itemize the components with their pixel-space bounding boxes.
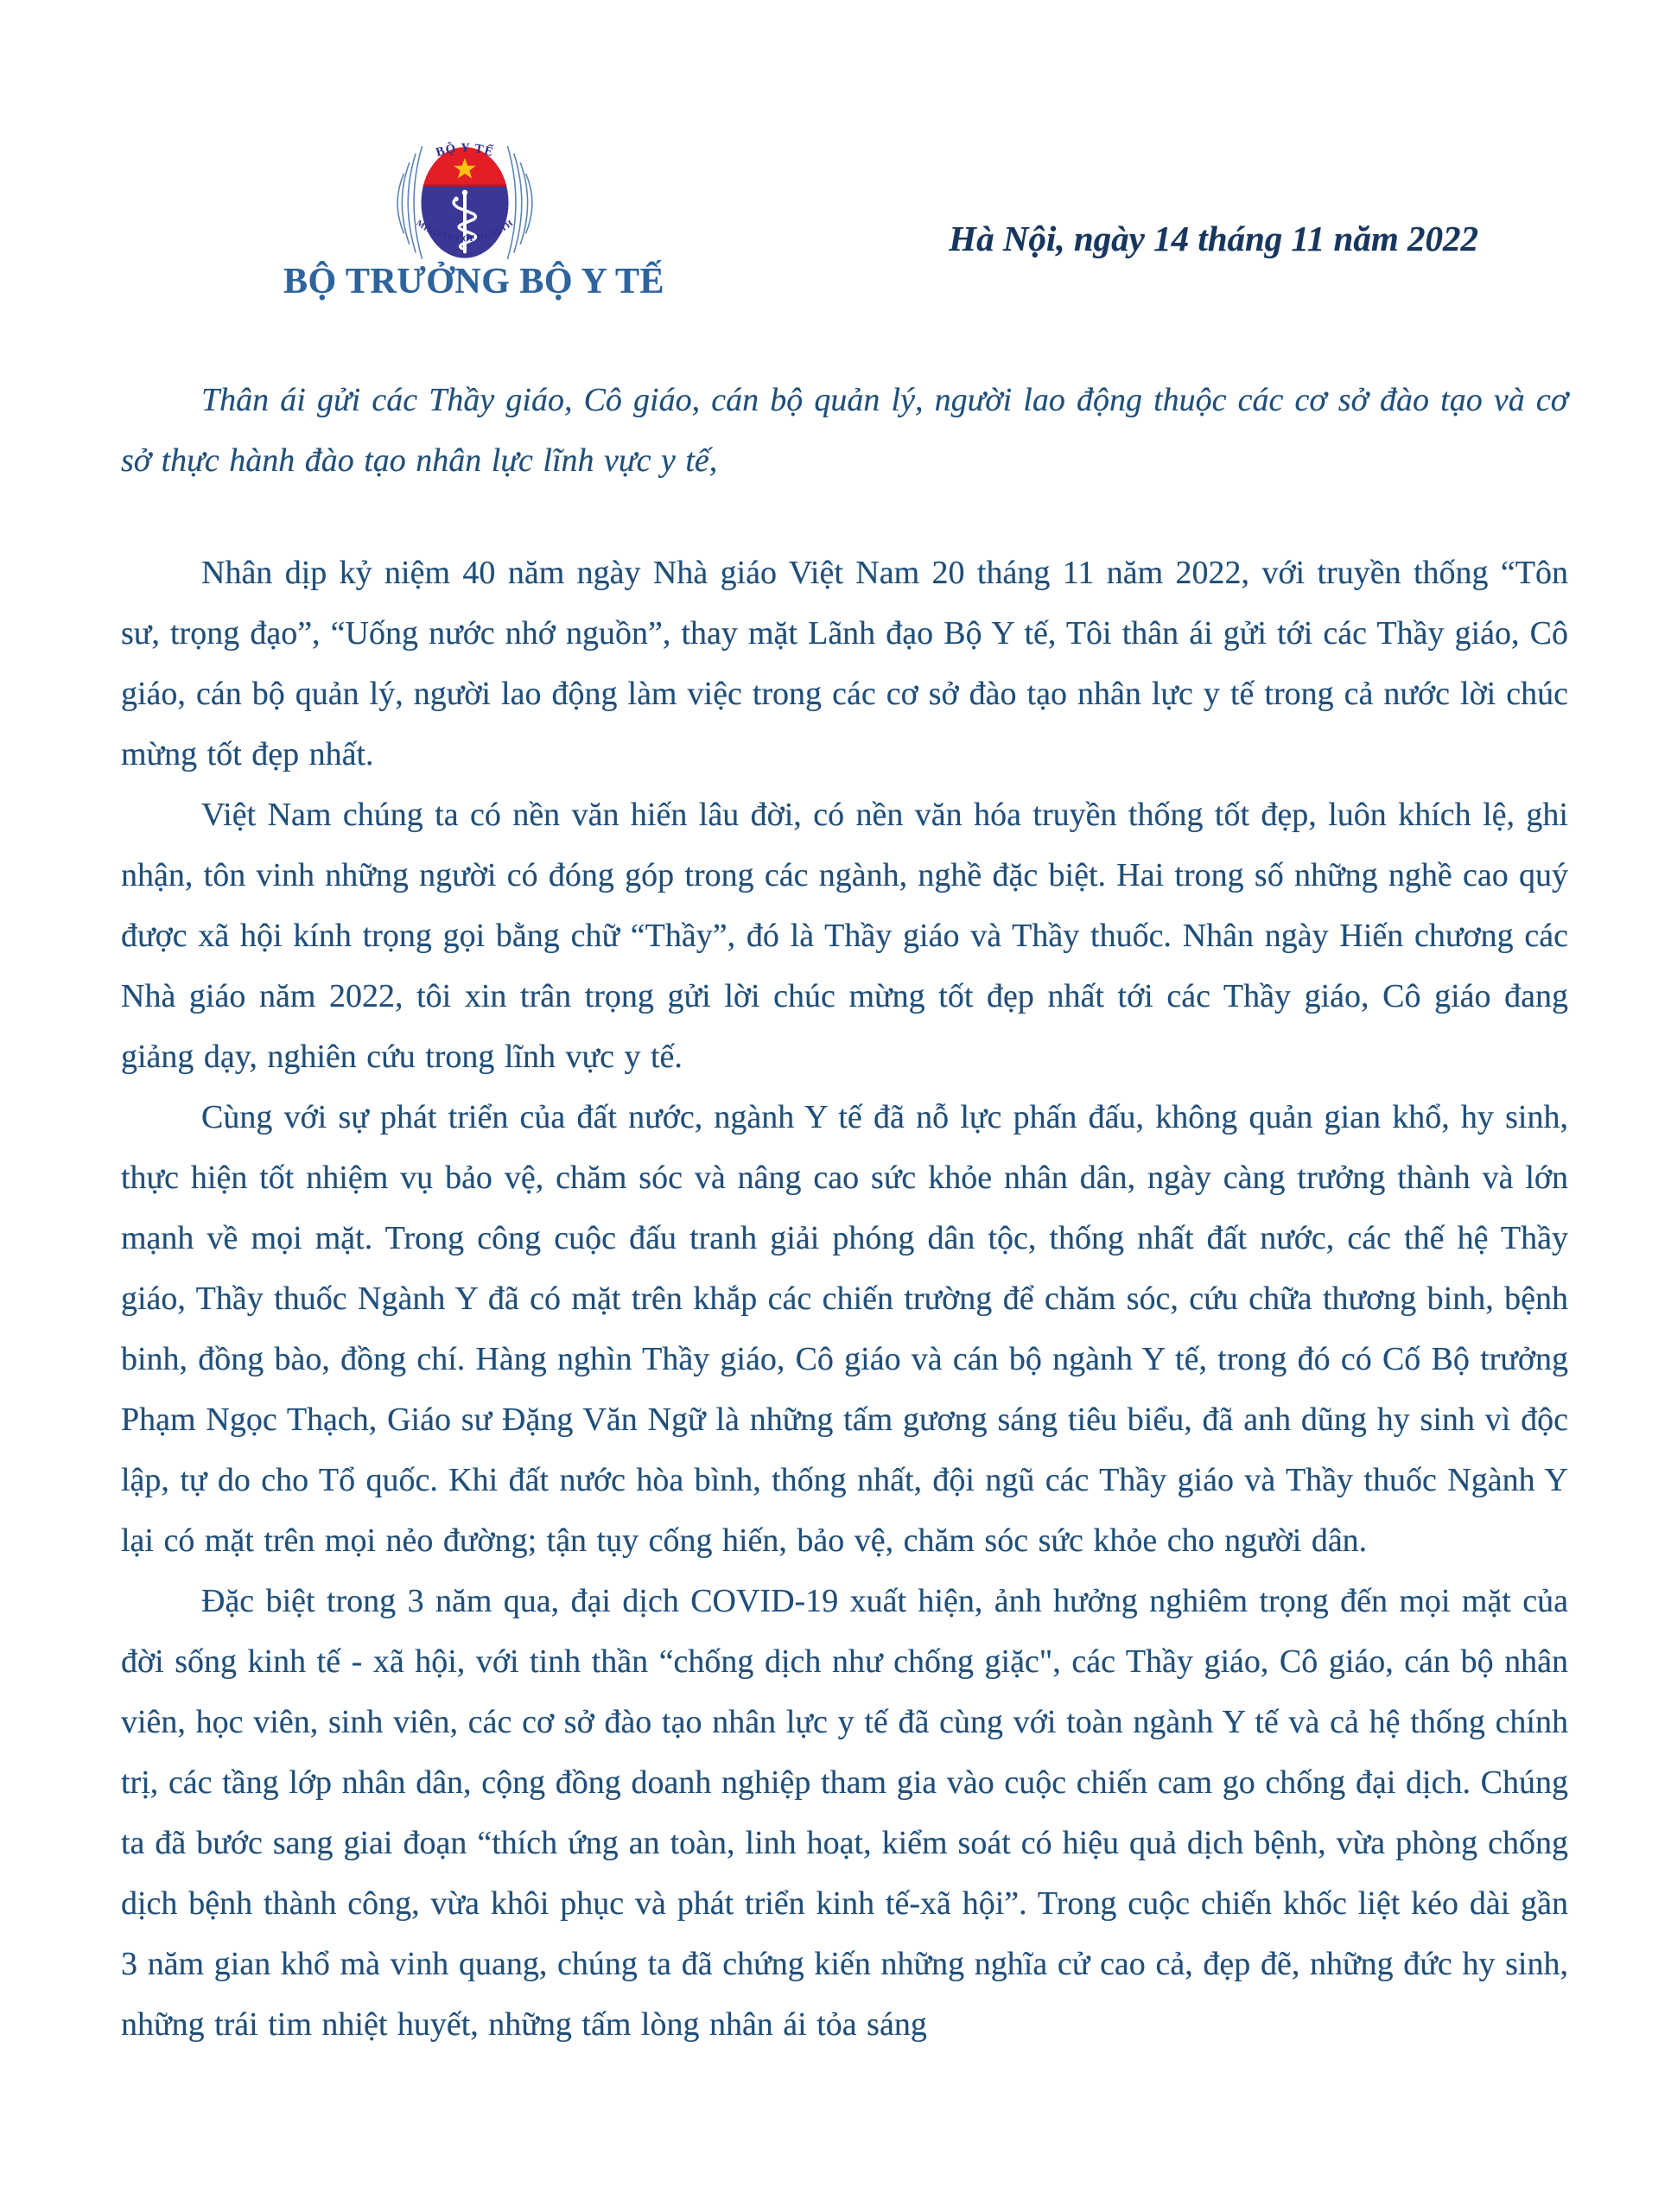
place-date-line: Hà Nội, ngày 14 tháng 11 năm 2022 xyxy=(949,219,1478,258)
salutation: Thân ái gửi các Thầy giáo, Cô giáo, cán bộ quản lý, người lao động thuộc các cơ sở đào tạo và cơ sở thực hành đào tạo nhân lực lĩnh vực y tế, xyxy=(121,382,1568,479)
brand-block xyxy=(283,126,665,302)
letter-paragraph: Nhân dịp kỷ niệm 40 năm ngày Nhà giáo Việt Nam 20 tháng 11 năm 2022, với truyền thống “Tôn sư, trọng đạo”, “Uống nước nhớ nguồn”, thay mặt Lãnh đạo Bộ Y tế, Tôi thân ái gửi tới các Thầy giáo, Cô giáo, cán bộ quản lý, người lao động làm việc trong các cơ sở đào tạo nhân lực y tế trong cả nước lời chúc mừng tốt đẹp nhất. xyxy=(121,555,1568,772)
letter-body xyxy=(121,370,1568,2055)
logo-top-text: BỘ Y TẾ xyxy=(434,141,496,160)
letter-paragraph: Đặc biệt trong 3 năm qua, đại dịch COVID-19 xuất hiện, ảnh hưởng nghiêm trọng đến mọi mặt của đời sống kinh tế - xã hội, với tinh thần “chống dịch như chống giặc", các Thầy giáo, Cô giáo, cán bộ nhân viên, học viên, sinh viên, các cơ sở đào tạo nhân lực y tế đã cùng với toàn ngành Y tế và cả hệ thống chính trị, các tầng lớp nhân dân, cộng đồng doanh nghiệp tham gia vào cuộc chiến cam go chống đại dịch. Chúng ta đã bước sang giai đoạn “thích ứng an toàn, linh hoạt, kiểm soát có hiệu quả dịch bệnh, vừa phòng chống dịch bệnh thành công, vừa khôi phục và phát triển kinh tế-xã hội”. Trong cuộc chiến khốc liệt kéo dài gần 3 năm gian khổ mà vinh quang, chúng ta đã chứng kiến những nghĩa cử cao cả, đẹp đẽ, những đức hy sinh, những trái tim nhiệt huyết, những tấm lòng nhân ái tỏa sáng xyxy=(121,1583,1568,2043)
logo-bottom-text: MINISTRY OF HEALTH xyxy=(414,218,516,245)
sender-title: BỘ TRƯỞNG BỘ Y TẾ xyxy=(283,262,665,302)
letter-paragraph: Việt Nam chúng ta có nền văn hiến lâu đời, có nền văn hóa truyền thống tốt đẹp, luôn khích lệ, ghi nhận, tôn vinh những người có đóng góp trong các ngành, nghề đặc biệt. Hai trong số những nghề cao quý được xã hội kính trọng gọi bằng chữ “Thầy”, đó là Thầy giáo và Thầy thuốc. Nhân ngày Hiến chương các Nhà giáo năm 2022, tôi xin trân trọng gửi lời chúc mừng tốt đẹp nhất tới các Thầy giáo, Cô giáo đang giảng dạy, nghiên cứu trong lĩnh vực y tế. xyxy=(121,797,1568,1075)
ministry-of-health-logo xyxy=(378,126,551,263)
letter-paragraph: Cùng với sự phát triển của đất nước, ngành Y tế đã nỗ lực phấn đấu, không quản gian khổ, hy sinh, thực hiện tốt nhiệm vụ bảo vệ, chăm sóc và nâng cao sức khỏe nhân dân, ngày càng trưởng thành và lớn mạnh về mọi mặt. Trong công cuộc đấu tranh giải phóng dân tộc, thống nhất đất nước, các thế hệ Thầy giáo, Thầy thuốc Ngành Y đã có mặt trên khắp các chiến trường để chăm sóc, cứu chữa thương binh, bệnh binh, đồng bào, đồng chí. Hàng nghìn Thầy giáo, Cô giáo và cán bộ ngành Y tế, trong đó có Cố Bộ trưởng Phạm Ngọc Thạch, Giáo sư Đặng Văn Ngữ là những tấm gương sáng tiêu biểu, đã anh dũng hy sinh vì độc lập, tự do cho Tổ quốc. Khi đất nước hòa bình, thống nhất, đội ngũ các Thầy giáo và Thầy thuốc Ngành Y lại có mặt trên mọi nẻo đường; tận tụy cống hiến, bảo vệ, chăm sóc sức khỏe cho người dân. xyxy=(121,1099,1568,1559)
letterhead xyxy=(121,0,1568,370)
